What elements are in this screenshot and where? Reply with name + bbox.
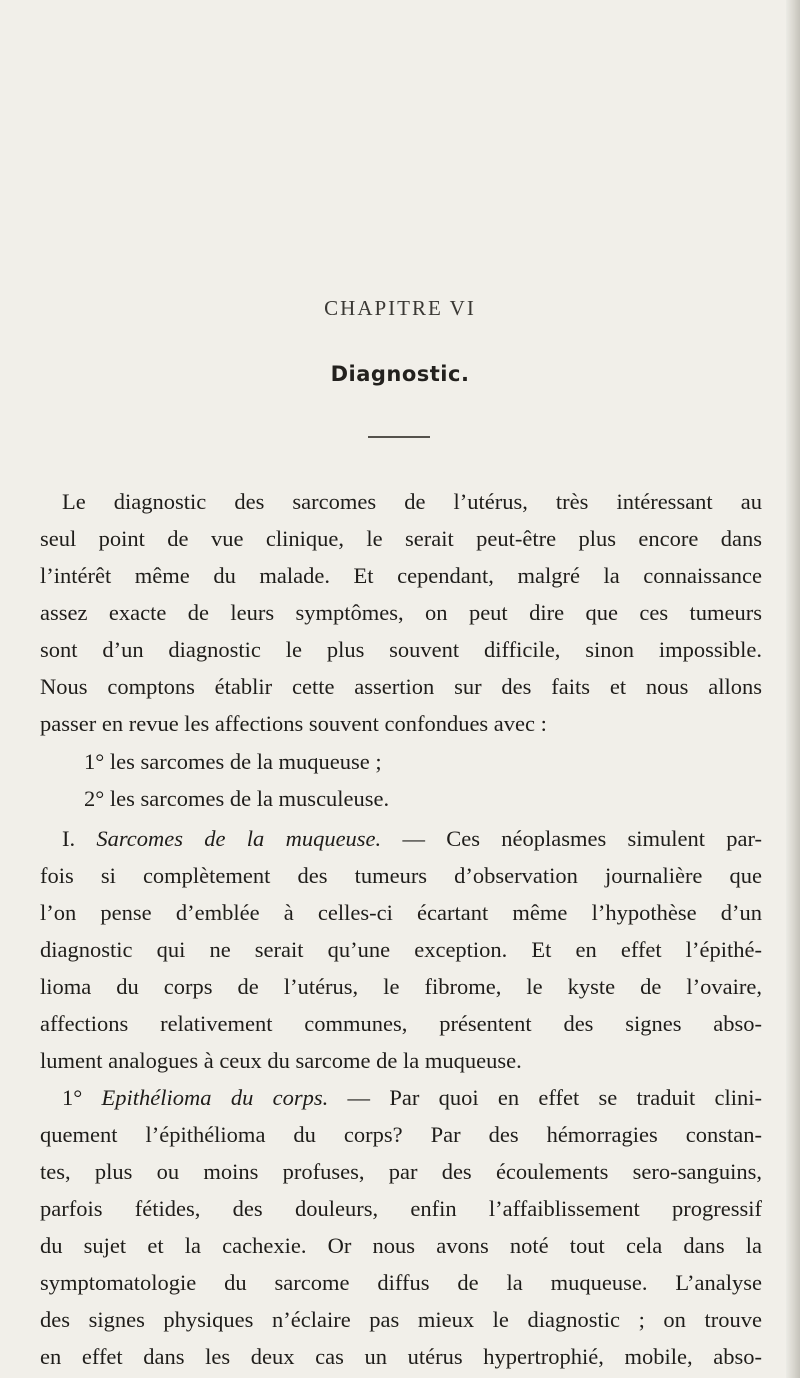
text-line: seul point de vue clinique, le serait peut-être plus encore dans bbox=[40, 526, 762, 551]
text-line: passer en revue les affections souvent confondues avec : bbox=[40, 711, 547, 736]
section-number: I. bbox=[62, 826, 76, 851]
subsection-heading: Epithélioma du corps. bbox=[101, 1085, 329, 1110]
chapter-heading: CHAPITRE VI bbox=[324, 296, 476, 320]
section-title: Diagnostic. bbox=[330, 362, 470, 386]
section-first-line bbox=[62, 821, 762, 857]
text-line: en effet dans les deux cas un utérus hypertrophié, mobile, abso- bbox=[40, 1344, 762, 1369]
text-fragment: — Ces néoplasmes simulent par- bbox=[402, 826, 763, 851]
text-line: parfois fétides, des douleurs, enfin l’affaiblissement progressif bbox=[40, 1196, 762, 1221]
list-item: 2° les sarcomes de la musculeuse. bbox=[84, 786, 390, 811]
title-divider bbox=[368, 436, 430, 438]
text-line: lioma du corps de l’utérus, le fibrome, le kyste de l’ovaire, bbox=[40, 974, 762, 999]
text-line: Le diagnostic des sarcomes de l’utérus, très intéressant au bbox=[62, 489, 762, 514]
text-line: l’intérêt même du malade. Et cependant, malgré la connaissance bbox=[40, 563, 762, 588]
text-line: diagnostic qui ne serait qu’une exception. Et en effet l’épithé- bbox=[40, 937, 762, 962]
text-line: symptomatologie du sarcome diffus de la muqueuse. L’analyse bbox=[40, 1270, 762, 1295]
text-line: affections relativement communes, présentent des signes abso- bbox=[40, 1011, 762, 1036]
text-line: lument analogues à ceux du sarcome de la muqueuse. bbox=[40, 1048, 522, 1073]
text-line: fois si complètement des tumeurs d’observation journalière que bbox=[40, 863, 762, 888]
text-line: assez exacte de leurs symptômes, on peut dire que ces tumeurs bbox=[40, 600, 762, 625]
list-item: 1° les sarcomes de la muqueuse ; bbox=[84, 749, 382, 774]
text-line: quement l’épithélioma du corps? Par des hémorragies constan- bbox=[40, 1122, 762, 1147]
text-line: sont d’un diagnostic le plus souvent difficile, sinon impossible. bbox=[40, 637, 762, 662]
text-line: des signes physiques n’éclaire pas mieux le diagnostic ; on trouve bbox=[40, 1307, 762, 1332]
text-line: l’on pense d’emblée à celles-ci écartant même l’hypothèse d’un bbox=[40, 900, 762, 925]
page-edge bbox=[786, 0, 800, 1378]
text-line: Nous comptons établir cette assertion sur des faits et nous allons bbox=[40, 674, 762, 699]
text-line: du sujet et la cachexie. Or nous avons noté tout cela dans la bbox=[40, 1233, 762, 1258]
subsection-number: 1° bbox=[62, 1085, 83, 1110]
text-fragment: — Par quoi en effet se traduit clini- bbox=[347, 1085, 763, 1110]
text-line: tes, plus ou moins profuses, par des écoulements sero-sanguins, bbox=[40, 1159, 762, 1184]
subsection-first-line bbox=[62, 1080, 762, 1116]
section-heading: Sarcomes de la muqueuse. bbox=[96, 826, 382, 851]
